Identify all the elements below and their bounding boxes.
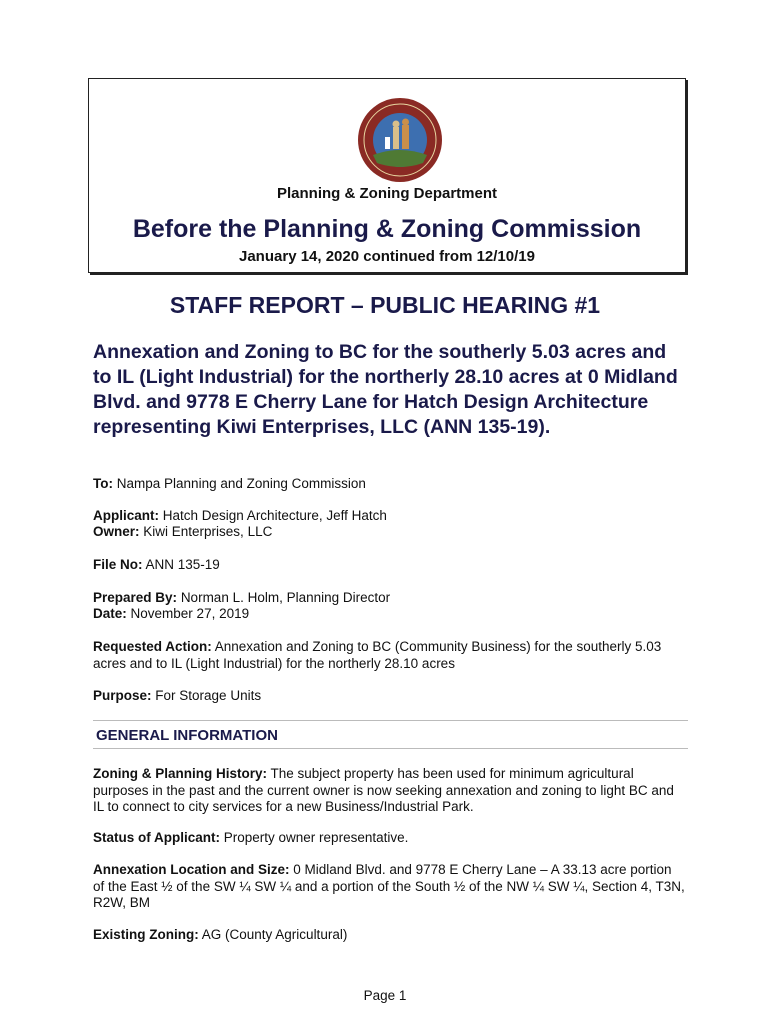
to-field bbox=[93, 476, 693, 493]
history-field bbox=[93, 766, 685, 816]
city-seal-icon bbox=[357, 97, 443, 183]
status-field bbox=[93, 830, 693, 847]
applicant-value: Hatch Design Architecture, Jeff Hatch bbox=[162, 508, 387, 523]
file-value: ANN 135-19 bbox=[145, 557, 220, 572]
general-information-heading: GENERAL INFORMATION bbox=[93, 720, 688, 749]
requested-label: Requested Action: bbox=[93, 639, 212, 654]
hearing-date: January 14, 2020 continued from 12/10/19 bbox=[239, 248, 535, 265]
location-value: 0 Midland Blvd. and 9778 E Cherry Lane – A 33.13 acre portion of the East ½ of the SW ¼ SW ¼ and a portion of the South ½ of the NW ¼ SW ¼, Section 4, T3N, R2W, BM bbox=[93, 862, 685, 910]
requested-value: Annexation and Zoning to BC (Community Business) for the southerly 5.03 acres and to IL (Light Industrial) for the northerly 28.10 acres bbox=[93, 639, 662, 671]
report-subject: Annexation and Zoning to BC for the southerly 5.03 acres and to IL (Light Industrial) for the northerly 28.10 acres at 0 Midland Blvd. and 9778 E Cherry Lane for Hatch Design Architecture representing Kiwi Enterprises, LLC (ANN 135-19). bbox=[93, 341, 678, 438]
owner-value: Kiwi Enterprises, LLC bbox=[143, 524, 273, 539]
applicant-field bbox=[93, 508, 693, 525]
owner-field bbox=[93, 524, 693, 541]
existing-zoning-field bbox=[93, 927, 693, 944]
purpose-field bbox=[93, 688, 693, 705]
to-label: To: bbox=[93, 476, 113, 491]
history-value: The subject property has been used for minimum agricultural purposes in the past and the current owner is now seeking annexation and zoning to light BC and IL to connect to city services for a new Business/Industrial Park. bbox=[93, 766, 674, 814]
file-label: File No: bbox=[93, 557, 143, 572]
history-label: Zoning & Planning History: bbox=[93, 766, 267, 781]
prepared-value: Norman L. Holm, Planning Director bbox=[180, 590, 391, 605]
department-name: Planning & Zoning Department bbox=[277, 185, 497, 202]
status-value: Property owner representative. bbox=[223, 830, 409, 845]
report-title: STAFF REPORT – PUBLIC HEARING #1 bbox=[169, 292, 601, 318]
date-label: Date: bbox=[93, 606, 127, 621]
file-field bbox=[93, 557, 693, 574]
prepared-field bbox=[93, 590, 693, 607]
purpose-label: Purpose: bbox=[93, 688, 152, 703]
date-field bbox=[93, 606, 693, 623]
requested-field bbox=[93, 639, 685, 672]
status-label: Status of Applicant: bbox=[93, 830, 220, 845]
header-box bbox=[88, 78, 686, 273]
page-number: Page 1 bbox=[363, 988, 407, 1003]
existing-zoning-value: AG (County Agricultural) bbox=[201, 927, 348, 942]
applicant-label: Applicant: bbox=[93, 508, 159, 523]
purpose-value: For Storage Units bbox=[155, 688, 262, 703]
location-field bbox=[93, 862, 685, 912]
commission-title: Before the Planning & Zoning Commission bbox=[132, 215, 642, 243]
location-label: Annexation Location and Size: bbox=[93, 862, 290, 877]
owner-label: Owner: bbox=[93, 524, 140, 539]
existing-zoning-label: Existing Zoning: bbox=[93, 927, 199, 942]
prepared-label: Prepared By: bbox=[93, 590, 178, 605]
to-value: Nampa Planning and Zoning Commission bbox=[116, 476, 366, 491]
date-value: November 27, 2019 bbox=[130, 606, 250, 621]
